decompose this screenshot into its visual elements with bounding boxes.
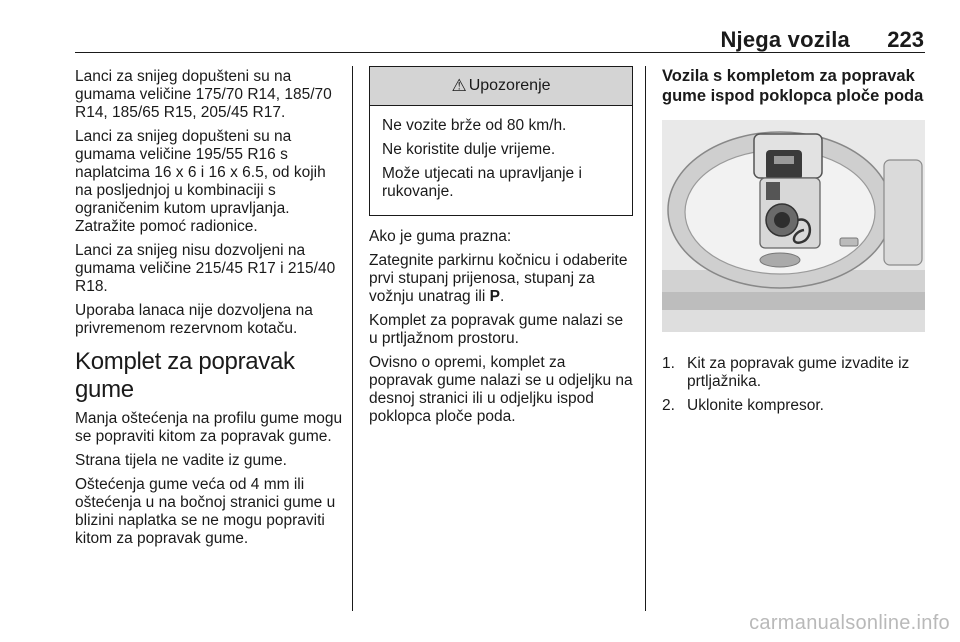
paragraph: Lanci za snijeg dopušteni su na gumama veličine 175/70 R14, 185/70 R14, 185/65 R15, 205/45 R17.: [75, 68, 332, 121]
paragraph: Ako je guma prazna:: [369, 228, 512, 245]
column-divider-1: [352, 66, 353, 611]
paragraph: Strana tijela ne vadite iz gume.: [75, 452, 287, 469]
paragraph: Oštećenja gume veća od 4 mm ili oštećenja u na bočnoj stranici gume u blizini naplatka se ne mogu popraviti kitom za popravak gume.: [75, 476, 336, 547]
running-header-title: Njega vozila: [720, 27, 850, 52]
paragraph: Komplet za popravak gume nalazi se u prtljažnom prostoru.: [369, 312, 624, 347]
paragraph: Lanci za snijeg dopušteni su na gumama veličine 195/55 R16 s naplatcima 16 x 6 i 16 x 6.5, od kojih na posljednjoj u kombinaciji s ograničenim kutom upravljanja. Zatražite pomoć radionice.: [75, 128, 326, 235]
tyre-repair-kit-photo: [662, 120, 925, 332]
paragraph: Manja oštećenja na profilu gume mogu se popraviti kitom za popravak gume.: [75, 410, 343, 445]
step-number: 1.: [662, 355, 675, 372]
paragraph: Lanci za snijeg nisu dozvoljeni na gumama veličine 215/45 R17 i 215/40 R18.: [75, 242, 336, 295]
list-item: [662, 355, 928, 391]
gear-letter: P: [489, 288, 500, 305]
header-rule: [75, 52, 925, 53]
column-1: [75, 68, 343, 554]
step-text: Kit za popravak gume izvadite iz prtljažnika.: [687, 355, 910, 390]
warning-line: Ne koristite dulje vrijeme.: [382, 141, 556, 158]
column-2: [369, 66, 633, 432]
watermark: carmanualsonline.info: [749, 612, 950, 634]
paragraph: Uporaba lanaca nije dozvoljena na privremenom rezervnom kotaču.: [75, 302, 313, 337]
warning-title: Upozorenje: [468, 77, 551, 94]
warning-triangle-icon: ⚠: [451, 76, 467, 95]
warning-header: [370, 67, 632, 106]
step-text: Uklonite kompresor.: [687, 397, 824, 414]
step-list: [662, 355, 928, 415]
column-divider-2: [645, 66, 646, 611]
subsection-heading: Vozila s kompletom za popravak gume ispod poklopca ploče poda: [662, 67, 924, 105]
section-heading: Komplet za popravak gume: [75, 348, 295, 403]
page-number: 223: [887, 27, 924, 52]
paragraph-suffix: .: [499, 288, 505, 305]
column-3: [662, 66, 928, 421]
warning-box: [369, 66, 633, 216]
list-item: [662, 397, 928, 415]
paragraph: Ovisno o opremi, komplet za popravak gume nalazi se u odjeljku na desnoj stranici ili u odjeljku ispod poklopca ploče poda.: [369, 354, 633, 425]
paragraph: [369, 252, 633, 306]
step-number: 2.: [662, 397, 675, 414]
warning-line: Može utjecati na upravljanje i rukovanje.: [382, 165, 582, 200]
paragraph-text: Zategnite parkirnu kočnicu i odaberite prvi stupanj prijenosa, stupanj za vožnju unatrag ili: [369, 252, 628, 305]
warning-body: [370, 106, 632, 215]
warning-line: Ne vozite brže od 80 km/h.: [382, 117, 567, 134]
